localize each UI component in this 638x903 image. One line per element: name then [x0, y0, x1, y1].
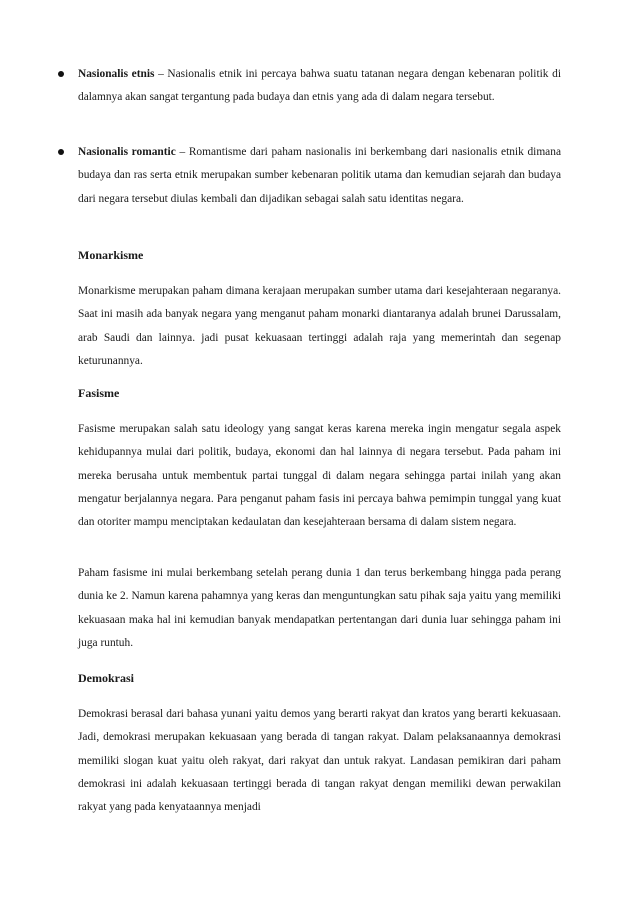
bullet-term: Nasionalis etnis	[78, 68, 155, 80]
paragraph-monarkisme: Monarkisme merupakan paham dimana kerajaan merupakan sumber utama dari kesejahteraan negaranya. Saat ini masih ada banyak negara yang menganut paham monarki diantaranya adalah brunei Darussalam, arab Saudi dan lainnya. jadi pusat kekuasaan tertinggi adalah raja yang memerintah dan segenap keturunannya.	[78, 285, 561, 367]
bullet-dot	[58, 71, 64, 77]
bullet-item-nasionalis-etnis	[78, 63, 561, 110]
bullet-text: – Romantisme dari paham nasionalis ini berkembang dari nasionalis etnik dimana budaya dan ras serta etnik merupakan sumber kebenaran politik utama dan kemudian sejarah dan budaya dari negara tersebut diulas kembali dan dijadikan sebagai salah satu identitas negara.	[78, 146, 561, 205]
bullet-text: – Nasionalis etnik ini percaya bahwa suatu tatanan negara dengan kebenaran politik di dalamnya akan sangat tergantung pada budaya dan etnis yang ada di dalam negara tersebut.	[78, 68, 561, 104]
bullet-item-nasionalis-romantic	[78, 141, 561, 211]
paragraph-fasisme-2: Paham fasisme ini mulai berkembang setelah perang dunia 1 dan terus berkembang hingga pada perang dunia ke 2. Namun karena pahamnya yang keras dan menguntungkan satu pihak saja yaitu yang memiliki kekuasaan maka hal ini kemudian banyak mendapatkan pertentangan dari dunia luar sehingga paham ini juga runtuh.	[78, 567, 561, 649]
bullet-term: Nasionalis romantic	[78, 146, 176, 158]
section-heading-fasisme: Fasisme	[78, 386, 120, 400]
paragraph-fasisme-1: Fasisme merupakan salah satu ideology yang sangat keras karena mereka ingin mengatur segala aspek kehidupannya mulai dari politik, budaya, ekonomi dan hal lainnya di negara tersebut. Pada paham ini mereka berusaha untuk membentuk partai tunggal di dalam negara sehingga partai inilah yang akan mengatur berjalannya negara. Para penganut paham fasis ini percaya bahwa pemimpin tunggal yang kuat dan otoriter mampu menciptakan kedaulatan dan kesejahteraan bersama di dalam sistem negara.	[78, 423, 561, 529]
bullet-dot	[58, 149, 64, 155]
paragraph-demokrasi: Demokrasi berasal dari bahasa yunani yaitu demos yang berarti rakyat dan kratos yang berarti kekuasaan. Jadi, demokrasi merupakan kekuasaan yang berada di tangan rakyat. Dalam pelaksanaannya demokrasi memiliki slogan kuat yaitu oleh rakyat, dari rakyat dan untuk rakyat. Landasan pemikiran dari paham demokrasi ini adalah kekuasaan tertinggi berada di tangan rakyat dengan memiliki dewan perwakilan rakyat yang pada kenyataannya menjadi	[78, 708, 561, 814]
section-heading-demokrasi: Demokrasi	[78, 671, 134, 685]
section-heading-monarkisme: Monarkisme	[78, 248, 144, 262]
